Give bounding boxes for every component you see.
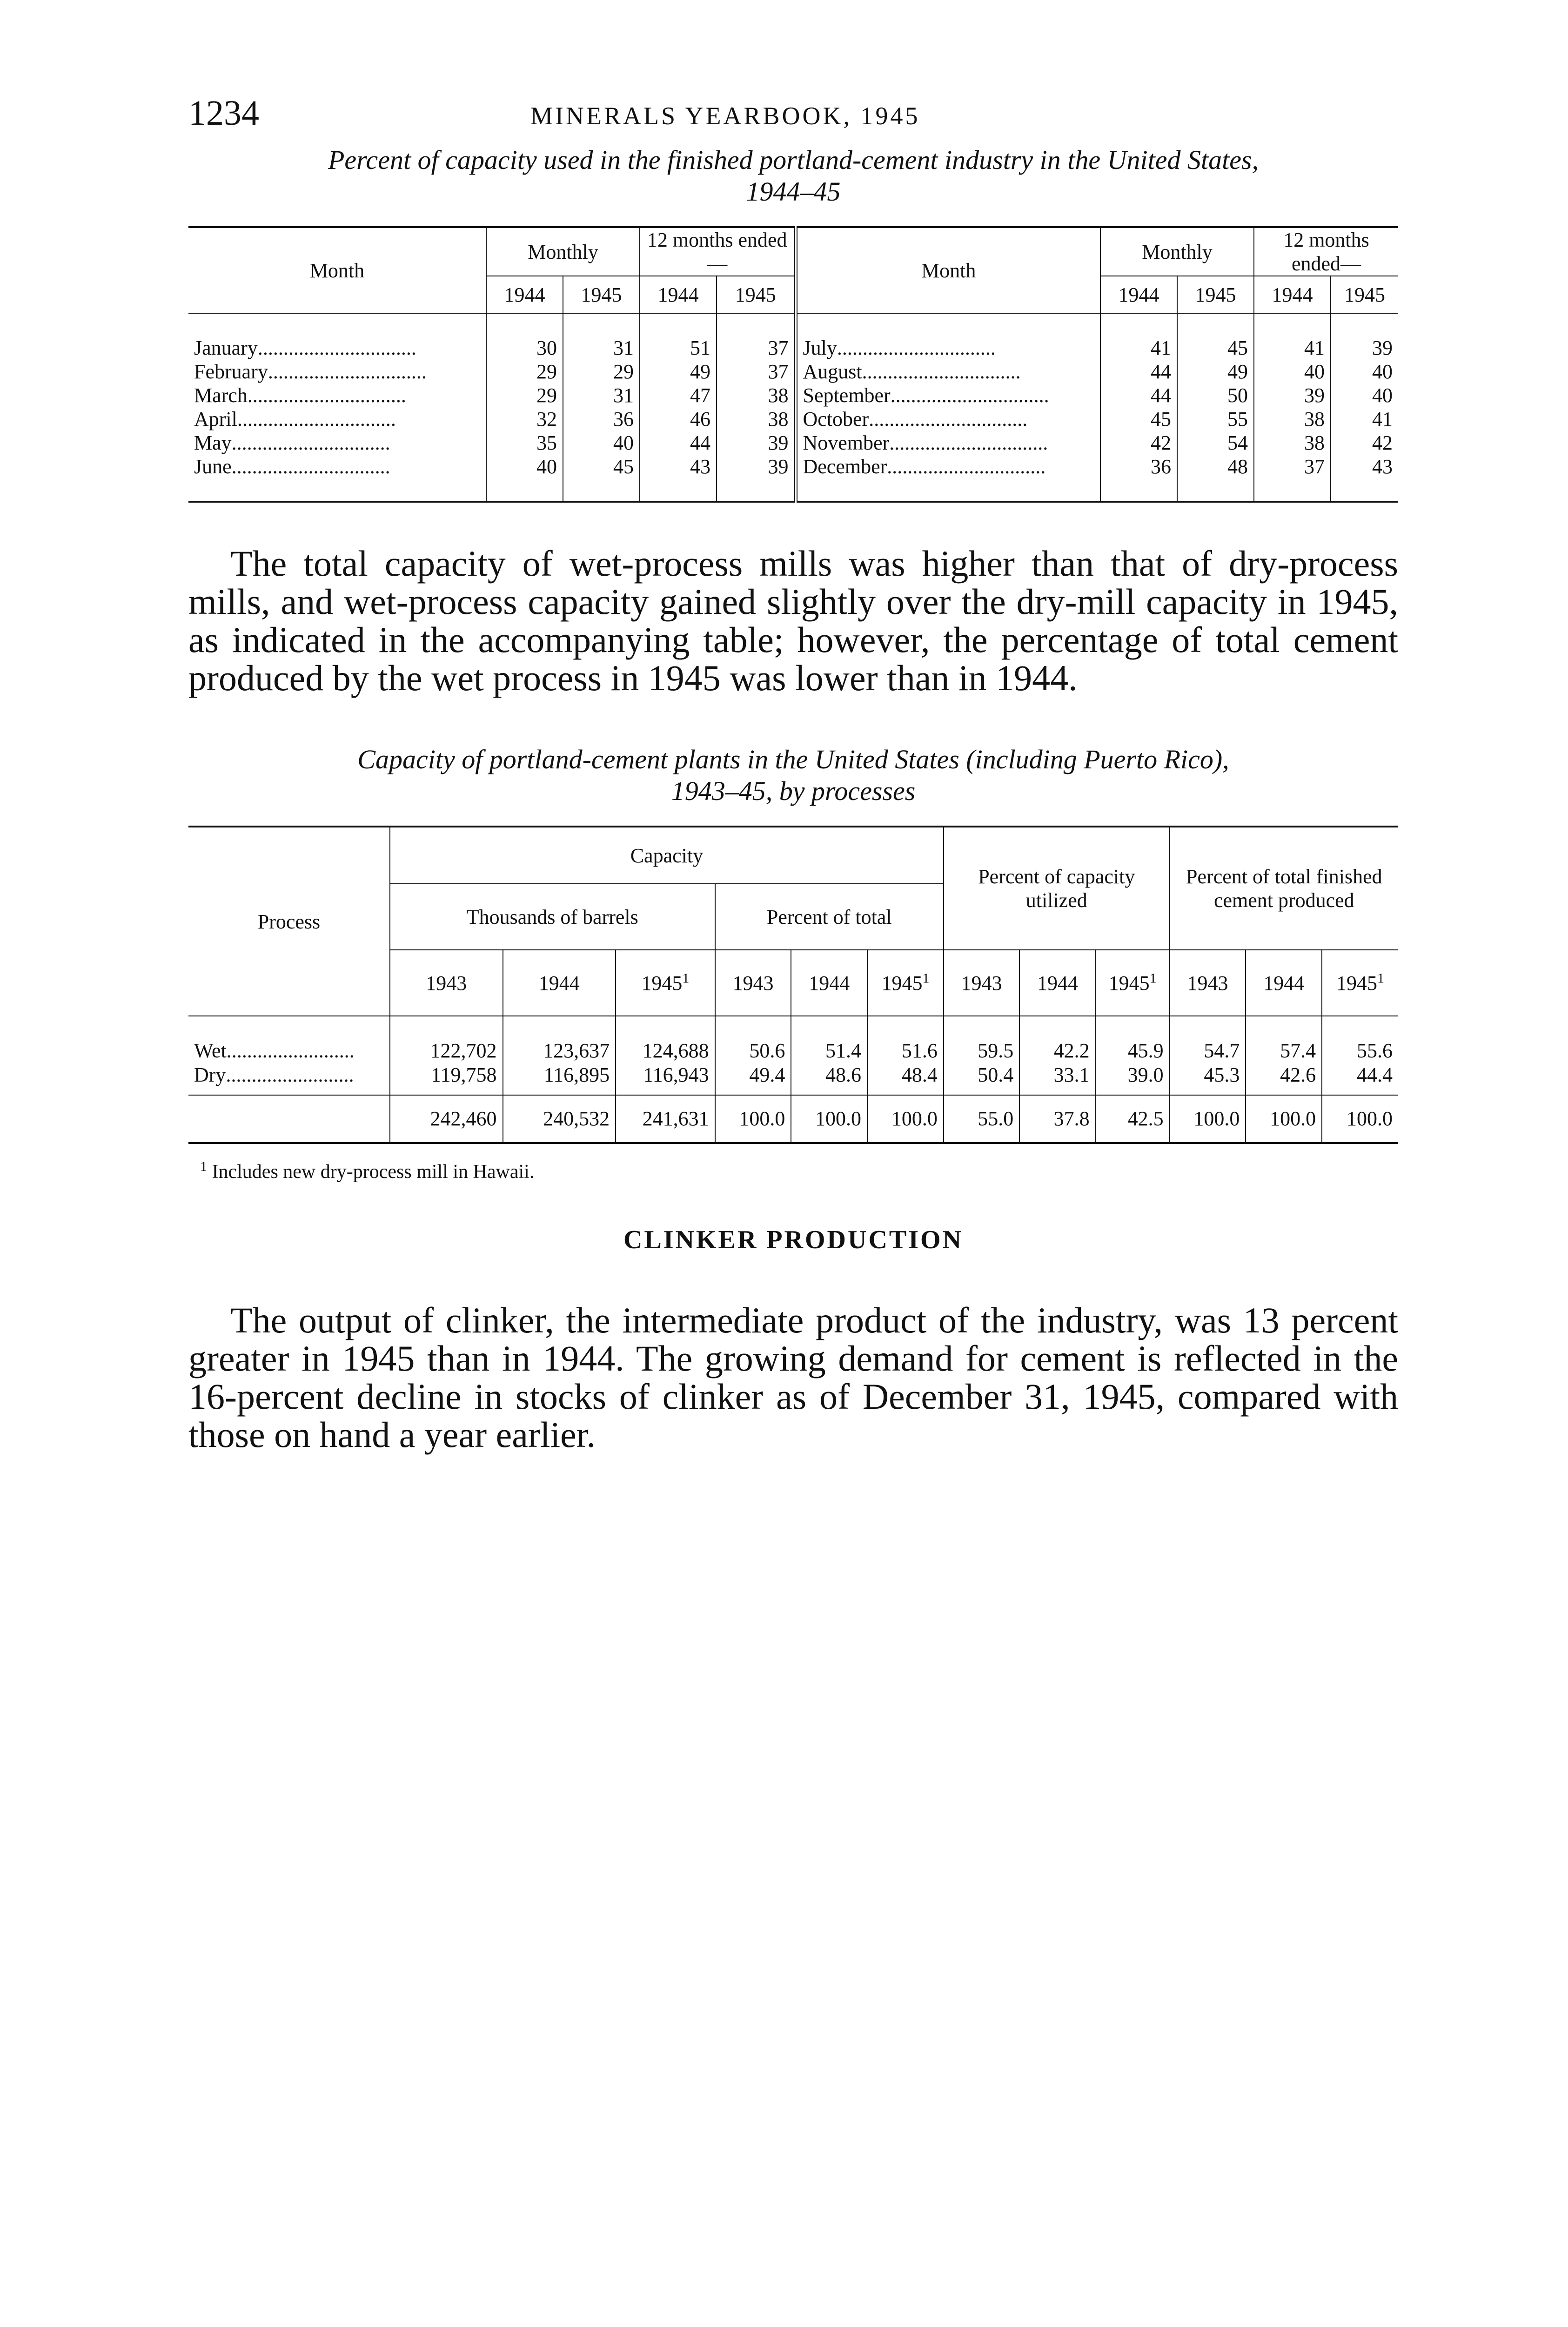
paragraph-capacity: The total capacity of wet-process mills was higher than that of dry-process mills, and wet-process capacity gained slightly over the dry-mill capacity in 1945, as indicated in the accompanying table; however, the percentage of total cement produced by the wet process in 1945 was lower than in 1944.: [188, 543, 1398, 698]
month-label: November: [803, 431, 890, 454]
header-year: 1945$^1$: [1096, 950, 1170, 1016]
leader-dots: .........................: [226, 1039, 355, 1062]
leader-dots: ...............................: [231, 455, 390, 478]
table-cell: 44: [1100, 383, 1177, 407]
table-cell: 55.6: [1322, 1016, 1398, 1063]
table-cell: 38: [1254, 431, 1331, 455]
header-year: 1944: [503, 950, 616, 1016]
table-cell: 37: [1254, 455, 1331, 502]
table-cell: 100.0: [1170, 1095, 1246, 1143]
page-number: 1234: [188, 94, 259, 133]
table-cell: 51.4: [791, 1016, 867, 1063]
table-cell: 50.4: [944, 1063, 1019, 1095]
running-title: MINERALS YEARBOOK, 1945: [530, 102, 920, 130]
table-cell: 33.1: [1019, 1063, 1095, 1095]
month-label: May: [194, 431, 232, 454]
table-cell: 241,631: [616, 1095, 715, 1143]
leader-dots: ...............................: [268, 360, 427, 383]
table-cell: 54.7: [1170, 1016, 1246, 1063]
table-row: [188, 407, 1398, 431]
header-year: 1945: [717, 276, 796, 313]
table-cell: 31: [563, 313, 640, 360]
footnote-text: Includes new dry-process mill in Hawaii.: [212, 1161, 535, 1183]
leader-dots: ...............................: [862, 360, 1021, 383]
capacity-by-process-table: [188, 826, 1398, 1144]
table-cell: 116,943: [616, 1063, 715, 1095]
header-year: 1945$^1$: [867, 950, 944, 1016]
leader-dots: .........................: [226, 1063, 354, 1086]
table-cell: 39: [717, 431, 796, 455]
table-cell: 29: [563, 360, 640, 383]
table-cell: 242,460: [390, 1095, 503, 1143]
month-label: March: [194, 384, 248, 407]
table2-caption-line2: 1943–45, by processes: [671, 776, 916, 806]
table-cell: 38: [1254, 407, 1331, 431]
table-cell: 119,758: [390, 1063, 503, 1095]
table-cell: 49.4: [715, 1063, 791, 1095]
table-cell: 100.0: [1246, 1095, 1322, 1143]
table-cell: 42.6: [1246, 1063, 1322, 1095]
table-cell: 45.9: [1096, 1016, 1170, 1063]
leader-dots: ...............................: [237, 408, 396, 430]
page: [188, 93, 1398, 1454]
table-cell: 100.0: [791, 1095, 867, 1143]
table-cell: 39: [1331, 313, 1398, 360]
table2-caption: [188, 744, 1398, 807]
table-cell: 55.0: [944, 1095, 1019, 1143]
table-cell: 32: [486, 407, 563, 431]
table-row: [188, 1063, 1398, 1095]
table-cell: 29: [486, 383, 563, 407]
table-cell: 49: [1177, 360, 1254, 383]
table-cell: 42.2: [1019, 1016, 1095, 1063]
table-cell: 43: [1331, 455, 1398, 502]
month-label: October: [803, 408, 869, 430]
table-cell: 41: [1100, 313, 1177, 360]
section-heading: CLINKER PRODUCTION: [623, 1225, 964, 1254]
header-year: 1943: [390, 950, 503, 1016]
total-label-cell: [188, 1095, 390, 1143]
footnote-marker: 1: [922, 970, 930, 986]
table-cell: 42: [1100, 431, 1177, 455]
page-header: [188, 93, 1398, 144]
header-year: 1944: [1100, 276, 1177, 313]
month-label: August: [803, 360, 862, 383]
table-cell: 54: [1177, 431, 1254, 455]
table1-caption-line2: 1944–45: [746, 176, 841, 207]
header-month-left: Month: [188, 227, 486, 313]
table-cell: 124,688: [616, 1016, 715, 1063]
table-cell: 48: [1177, 455, 1254, 502]
table-cell: 55: [1177, 407, 1254, 431]
header-monthly-right: Monthly: [1100, 227, 1254, 276]
month-label: September: [803, 384, 891, 407]
table-cell: 51.6: [867, 1016, 944, 1063]
table-cell: 49: [640, 360, 717, 383]
footnote: [200, 1161, 1398, 1183]
header-capacity-utilized: Percent of capacity utilized: [944, 827, 1170, 950]
table-cell: 37: [717, 313, 796, 360]
table-cell: 40: [1331, 360, 1398, 383]
table-cell: 42.5: [1096, 1095, 1170, 1143]
table-cell: 47: [640, 383, 717, 407]
header-year: 1944: [1246, 950, 1322, 1016]
table-cell: 40: [563, 431, 640, 455]
table-row: [188, 431, 1398, 455]
table-cell: 122,702: [390, 1016, 503, 1063]
leader-dots: ...............................: [890, 384, 1049, 407]
table-cell: 44: [1100, 360, 1177, 383]
table-cell: 41: [1331, 407, 1398, 431]
month-label: February: [194, 360, 268, 383]
table-cell: 43: [640, 455, 717, 502]
header-year: 1945$^1$: [1322, 950, 1398, 1016]
month-label: January: [194, 336, 258, 359]
header-process: Process: [188, 827, 390, 1016]
table-cell: 45: [563, 455, 640, 502]
process-label: Wet: [194, 1039, 227, 1062]
table-cell: 59.5: [944, 1016, 1019, 1063]
table-cell: 30: [486, 313, 563, 360]
header-year: 1943: [944, 950, 1019, 1016]
header-monthly-left: Monthly: [486, 227, 640, 276]
table-cell: 42: [1331, 431, 1398, 455]
leader-dots: ...............................: [889, 431, 1048, 454]
header-year: 1944: [486, 276, 563, 313]
header-finished-produced: Percent of total finished cement produced: [1170, 827, 1398, 950]
table-cell: 100.0: [1322, 1095, 1398, 1143]
table-cell: 240,532: [503, 1095, 616, 1143]
table-cell: 100.0: [715, 1095, 791, 1143]
footnote-marker: 1: [1377, 970, 1385, 986]
table-cell: 116,895: [503, 1063, 616, 1095]
month-label: April: [194, 408, 237, 430]
leader-dots: ...............................: [869, 408, 1028, 430]
header-year: 1944: [640, 276, 717, 313]
table-cell: 38: [717, 407, 796, 431]
header-year: 1945$^1$: [616, 950, 715, 1016]
table-cell: 36: [563, 407, 640, 431]
leader-dots: ...............................: [247, 384, 406, 407]
header-12months-left: 12 months ended—: [640, 227, 796, 276]
header-capacity: Capacity: [390, 827, 944, 884]
table2-caption-line1: Capacity of portland-cement plants in the United States (including Puerto Rico),: [357, 744, 1229, 774]
capacity-used-table: [188, 226, 1398, 503]
header-year: 1945: [1331, 276, 1398, 313]
table-cell: 45: [1100, 407, 1177, 431]
table-cell: 41: [1254, 313, 1331, 360]
table-cell: 46: [640, 407, 717, 431]
table-cell: 39: [1254, 383, 1331, 407]
table-cell: 40: [486, 455, 563, 502]
table-row: [188, 455, 1398, 502]
table-cell: 48.4: [867, 1063, 944, 1095]
table-row: [188, 383, 1398, 407]
month-label: June: [194, 455, 232, 478]
table-cell: 50: [1177, 383, 1254, 407]
table-cell: 40: [1331, 383, 1398, 407]
table-cell: 37: [717, 360, 796, 383]
table-row: [188, 313, 1398, 360]
table-cell: 100.0: [867, 1095, 944, 1143]
month-label: July: [803, 336, 837, 359]
footnote-marker: 1: [200, 1159, 207, 1174]
header-year: 1944: [791, 950, 867, 1016]
table-cell: 39: [717, 455, 796, 502]
leader-dots: ...............................: [257, 336, 416, 359]
header-year: 1943: [715, 950, 791, 1016]
header-year: 1945: [1177, 276, 1254, 313]
header-month-right: Month: [796, 227, 1100, 313]
table-row: [188, 360, 1398, 383]
table-cell: 31: [563, 383, 640, 407]
header-thousands-barrels: Thousands of barrels: [390, 884, 715, 950]
table-cell: 44: [640, 431, 717, 455]
header-percent-total: Percent of total: [715, 884, 944, 950]
total-row: [188, 1095, 1398, 1143]
header-year: 1943: [1170, 950, 1246, 1016]
table-cell: 123,637: [503, 1016, 616, 1063]
table-cell: 45.3: [1170, 1063, 1246, 1095]
table-cell: 36: [1100, 455, 1177, 502]
table-cell: 29: [486, 360, 563, 383]
table-cell: 35: [486, 431, 563, 455]
header-year: 1944: [1019, 950, 1095, 1016]
table-cell: 38: [717, 383, 796, 407]
table-cell: 51: [640, 313, 717, 360]
table-cell: 45: [1177, 313, 1254, 360]
table-row: [188, 1016, 1398, 1063]
table-cell: 44.4: [1322, 1063, 1398, 1095]
header-year: 1945: [563, 276, 640, 313]
table-cell: 57.4: [1246, 1016, 1322, 1063]
table1-caption-line1: Percent of capacity used in the finished portland-cement industry in the United States,: [328, 145, 1259, 175]
footnote-marker: 1: [1149, 970, 1157, 986]
leader-dots: ...............................: [887, 455, 1046, 478]
header-year: 1944: [1254, 276, 1331, 313]
table-cell: 48.6: [791, 1063, 867, 1095]
footnote-marker: 1: [682, 970, 690, 986]
table-cell: 37.8: [1019, 1095, 1095, 1143]
table-cell: 40: [1254, 360, 1331, 383]
month-label: December: [803, 455, 887, 478]
process-label: Dry: [194, 1063, 226, 1086]
table-cell: 50.6: [715, 1016, 791, 1063]
paragraph-clinker: The output of clinker, the intermediate product of the industry, was 13 percent greater in 1945 than in 1944. The growing demand for cement is reflected in the 16-percent decline in stocks of clinker as of December 31, 1945, compared with those on hand a year earlier.: [188, 1300, 1398, 1455]
leader-dots: ...............................: [837, 336, 996, 359]
header-12months-right: 12 months ended—: [1254, 227, 1398, 276]
table-cell: 39.0: [1096, 1063, 1170, 1095]
table1-caption: [188, 144, 1398, 208]
leader-dots: ...............................: [231, 431, 390, 454]
